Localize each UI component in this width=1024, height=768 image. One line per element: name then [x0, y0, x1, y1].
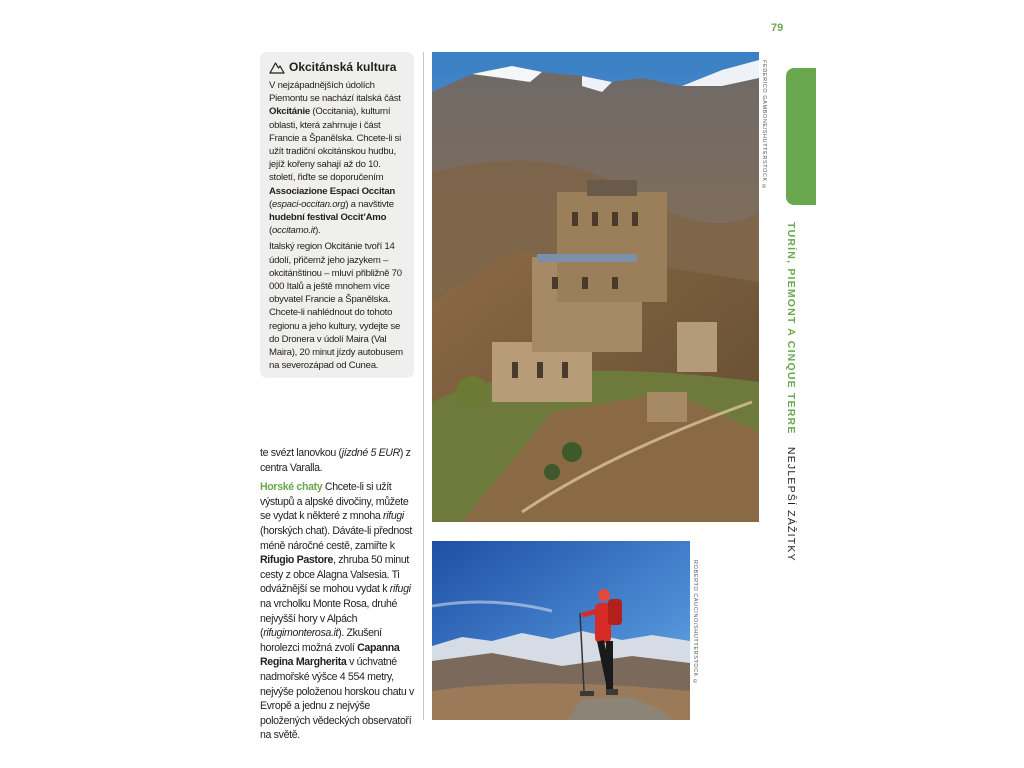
bold-term: Associazione Espaci Occitan	[269, 185, 396, 197]
italic-term: rifugi	[389, 583, 411, 596]
chapter-tab	[786, 68, 816, 205]
bold-term: Capanna Regina Margherita	[260, 641, 400, 669]
text-run: ). Zkušení horolezci možná zvolí	[260, 627, 382, 654]
section-title-text: NEJLEPŠÍ ZÁŽITKY	[785, 446, 797, 562]
text-run: te svézt lanovkou (	[260, 447, 342, 459]
text-run: Italský region Okcitánie tvoří 14 údolí, přičemž jeho jazykem – okcitánštinou – mluví přibližně 70 000 Italů a ještě mnohem více obyvatel Francie a Španělska. Chcete-li nahlédnout do tohoto regionu a jeho kultury, vydejte se do Dronera v údolí Maira (Val Maira), 20 minut jízdy autobusem na severozápad od Cunea.	[269, 241, 403, 372]
italic-term: rifugi	[383, 510, 404, 523]
hiker-photo	[432, 541, 690, 720]
running-header	[783, 222, 799, 562]
sidebar-box	[260, 52, 414, 378]
body-paragraph-2	[260, 480, 414, 743]
text-run: (horských chat). Dáváte-li přednost méně náročné cestě, zamiřte k	[260, 524, 413, 552]
sidebar-paragraph-1	[269, 79, 405, 237]
text-run: (	[269, 198, 272, 210]
hiker-illustration	[432, 541, 690, 720]
section-title	[785, 439, 797, 562]
text-run: v úchvatné nadmořské výšce 4 554 metry, nejvýše položenou horskou chatu v Evropě a jednu z nejvýše položených vědeckých observatoří na světě.	[260, 656, 414, 742]
italic-term: jízdné 5 EUR	[341, 447, 400, 459]
photo-credit: FEDERICO GAMBONE/SHUTTERSTOCK ©	[761, 60, 767, 191]
text-run: ) z centra Varalla.	[260, 447, 411, 474]
text-run: ) a navštivte	[345, 198, 394, 210]
body-paragraph-1	[260, 446, 414, 475]
text-run: Chcete-li si užít výstupů a alpské divočiny, můžete se vydat k některé z mnoha	[260, 481, 409, 523]
italic-term: rifugimonterosa.it	[263, 627, 339, 640]
bold-term: Rifugio Pastore	[260, 554, 334, 567]
text-run: (	[269, 225, 272, 237]
abbey-photo	[432, 52, 759, 522]
column-divider	[423, 52, 424, 720]
photo-credit: ROBERTO CAUCINO/SHUTTERSTOCK ©	[692, 560, 698, 686]
text-run: (Occitania), kulturní oblasti, která zahrnuje i část Francie a Španělska. Chcete-li si užít tradiční okcitánskou hudbu, jejíž kořeny sahají až do 10. století, řiďte se doporučením	[269, 106, 401, 184]
sidebar-heading	[269, 60, 405, 74]
body-column	[260, 446, 414, 748]
abbey-illustration	[432, 52, 759, 522]
lead-heading: Horské chaty	[260, 481, 323, 494]
chapter-title: TURÍN, PIEMONT A CINQUE TERRE	[785, 222, 797, 435]
text-run: ).	[315, 225, 321, 237]
text-run: na vrcholku Monte Rosa, druhé nejvyšší hory v Alpách (	[260, 597, 398, 640]
bold-term: Okcitánie	[269, 106, 310, 118]
mountain-icon	[269, 61, 285, 74]
sidebar-title: Okcitánská kultura	[289, 60, 397, 74]
text-run: V nejzápadnějších údolích Piemontu se nachází italská část	[269, 80, 401, 105]
italic-term: occitamo.it	[271, 225, 316, 237]
sidebar-paragraph-2	[269, 240, 405, 372]
italic-term: espaci-occitan.org	[271, 198, 346, 210]
text-run: , zhruba 50 minut cesty z obce Alagna Valsesia. Ti odvážnější se mohou vydat k	[260, 554, 409, 596]
page-number: 79	[771, 22, 784, 34]
bold-term: hudební festival Occit’Amo	[269, 212, 387, 224]
